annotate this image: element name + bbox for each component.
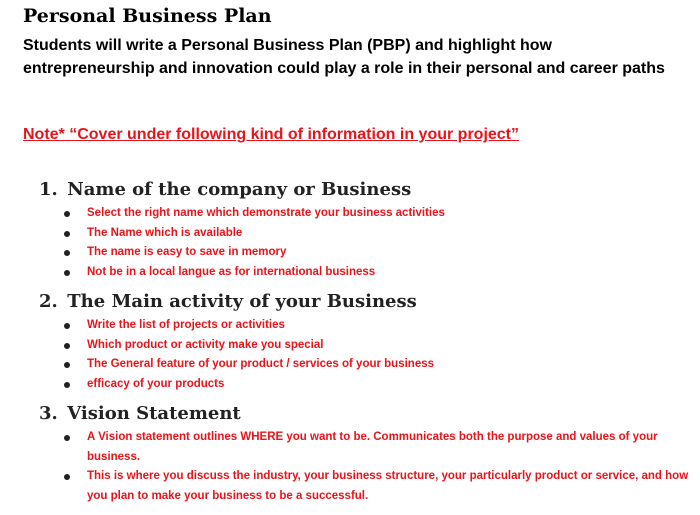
- list-item-text: The name is easy to save in memory: [87, 246, 287, 259]
- section-heading-text: Name of the company or Business: [67, 179, 412, 200]
- list-item: [39, 263, 694, 283]
- note-text: Note* “Cover under following kind of information in your project”: [23, 126, 520, 143]
- section-heading: [39, 178, 694, 202]
- section-company-name: [39, 178, 694, 282]
- list-item-text: The Name which is available: [87, 226, 243, 239]
- list-item-text: The General feature of your product / services of your business: [87, 358, 435, 371]
- section-heading-text: The Main activity of your Business: [67, 291, 417, 312]
- list-item: [39, 467, 694, 506]
- list-item-text: This is where you discuss the industry, your business structure, your particularly product or service, and how you plan to make your business to be a successful.: [87, 470, 689, 502]
- bullet-icon: [64, 474, 70, 480]
- list-item-text: Not be in a local langue as for international business: [87, 265, 376, 278]
- section-vision-statement: [39, 402, 694, 506]
- bullet-icon: [64, 231, 70, 237]
- bullet-icon: [64, 343, 70, 349]
- bullet-icon: [64, 250, 70, 256]
- list-item: [39, 375, 694, 395]
- list-item: [39, 243, 694, 263]
- bullet-icon: [64, 211, 70, 217]
- list-item-text: Which product or activity make you special: [87, 338, 324, 351]
- section-number: 1.: [39, 179, 58, 200]
- list-item-text: Select the right name which demonstrate your business activities: [87, 207, 445, 219]
- section-heading: [39, 290, 694, 314]
- list-item: [39, 428, 694, 467]
- bullet-icon: [64, 382, 70, 388]
- list-item: [39, 204, 694, 224]
- list-item: [39, 316, 694, 336]
- bullet-list: [39, 428, 694, 506]
- section-heading: [39, 402, 694, 426]
- list-item-text: Write the list of projects or activities: [87, 319, 285, 331]
- page-title: Personal Business Plan: [23, 5, 272, 27]
- bullet-icon: [64, 362, 70, 368]
- list-item: [39, 224, 694, 244]
- section-main-activity: [39, 290, 694, 394]
- bullet-list: [39, 204, 694, 282]
- list-item-text: efficacy of your products: [87, 377, 225, 390]
- bullet-icon: [64, 270, 70, 276]
- bullet-icon: [64, 435, 70, 441]
- bullet-list: [39, 316, 694, 394]
- bullet-icon: [64, 323, 70, 329]
- section-heading-text: Vision Statement: [67, 403, 241, 424]
- section-number: 3.: [39, 403, 58, 424]
- section-number: 2.: [39, 291, 58, 312]
- list-item: [39, 336, 694, 356]
- list-item: [39, 355, 694, 375]
- list-item-text: A Vision statement outlines WHERE you want to be. Communicates both the purpose and values of your business.: [87, 431, 658, 463]
- intro-paragraph: Students will write a Personal Business Plan (PBP) and highlight how entrepreneurship and innovation could play a role in their personal and career paths: [23, 37, 665, 77]
